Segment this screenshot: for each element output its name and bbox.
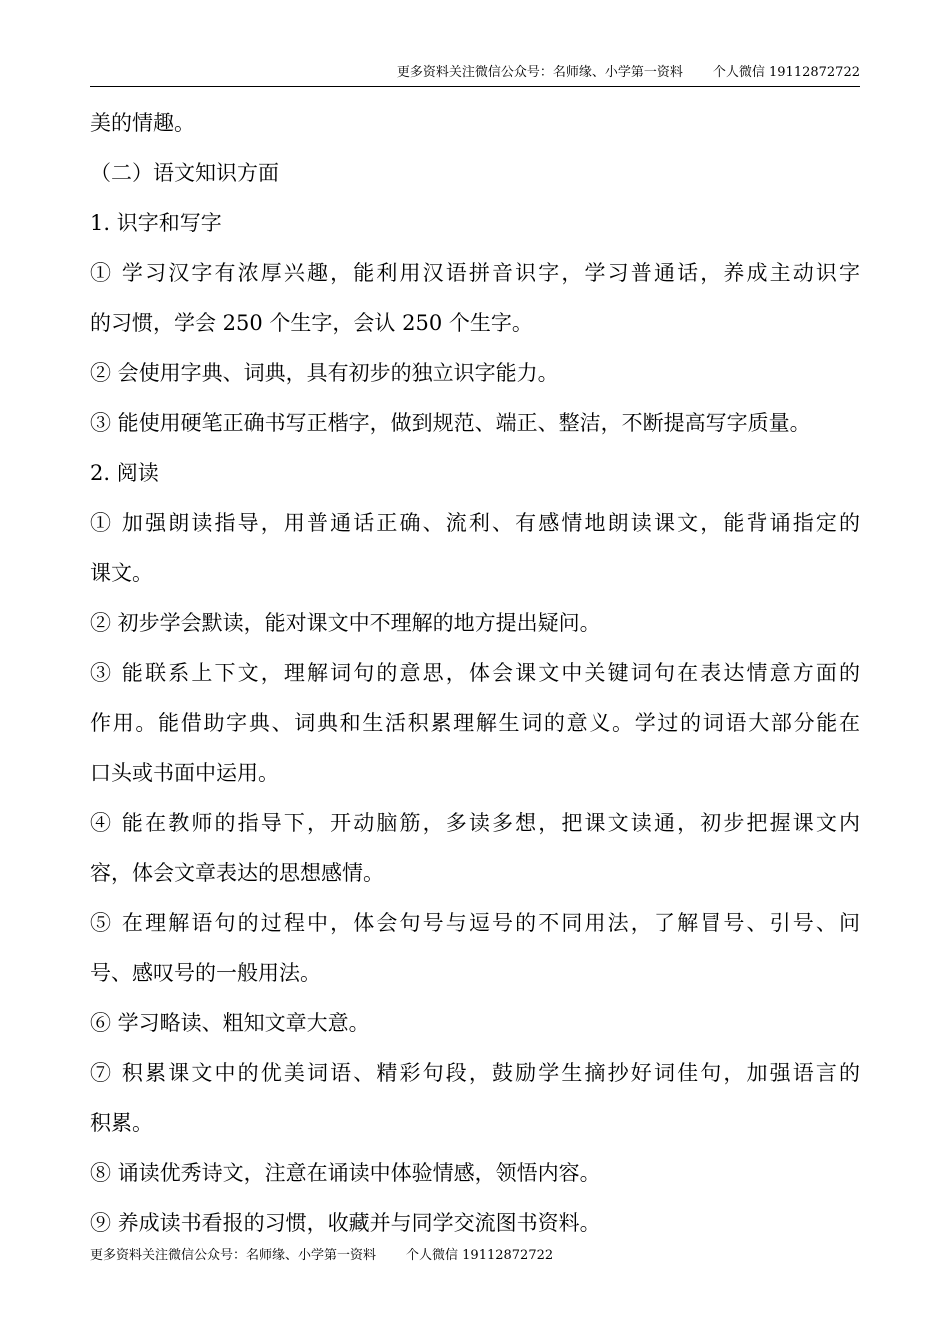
list-item-continuation: 积累。 — [90, 1111, 153, 1135]
list-item-continuation: 口头或书面中运用。 — [90, 761, 279, 785]
list-item-continuation: 的习惯，学会 250 个生字，会认 250 个生字。 — [90, 311, 533, 335]
list-item: ⑨ 养成读书看报的习惯，收藏并与同学交流图书资料。 — [90, 1211, 601, 1235]
list-item: ⑥ 学习略读、粗知文章大意。 — [90, 1011, 370, 1035]
list-item: ③ 能联系上下文，理解词句的意思，体会课文中关键词句在表达情意方面的 — [90, 661, 860, 685]
list-item: ⑤ 在理解语句的过程中，体会句号与逗号的不同用法，了解冒号、引号、问 — [90, 911, 860, 935]
paragraph-line: 美的情趣。 — [90, 111, 195, 135]
list-item: ② 初步学会默读，能对课文中不理解的地方提出疑问。 — [90, 611, 601, 635]
header-personal-wechat: 个人微信 19112872722 — [712, 65, 860, 80]
footer-personal-wechat: 个人微信 19112872722 — [406, 1248, 554, 1263]
list-item-continuation: 作用。能借助字典、词典和生活积累理解生词的意义。学过的词语大部分能在 — [90, 711, 860, 735]
document-body — [90, 98, 860, 1248]
page-header — [90, 60, 860, 87]
list-item: ④ 能在教师的指导下，开动脑筋，多读多想，把课文读通，初步把握课文内 — [90, 811, 860, 835]
list-item-continuation: 容，体会文章表达的思想感情。 — [90, 861, 384, 885]
list-item-continuation: 课文。 — [90, 561, 153, 585]
list-item: ① 学习汉字有浓厚兴趣，能利用汉语拼音识字，学习普通话，养成主动识字 — [90, 261, 860, 285]
subsection-heading: 1. 识字和写字 — [90, 211, 222, 235]
list-item-continuation: 号、感叹号的一般用法。 — [90, 961, 321, 985]
section-heading: （二）语文知识方面 — [90, 161, 279, 185]
header-wechat-account: 更多资料关注微信公众号：名师缘、小学第一资料 — [396, 65, 683, 80]
list-item: ⑦ 积累课文中的优美词语、精彩句段，鼓励学生摘抄好词佳句，加强语言的 — [90, 1061, 860, 1085]
list-item: ② 会使用字典、词典，具有初步的独立识字能力。 — [90, 361, 559, 385]
list-item: ① 加强朗读指导，用普通话正确、流利、有感情地朗读课文，能背诵指定的 — [90, 511, 860, 535]
list-item: ③ 能使用硬笔正确书写正楷字，做到规范、端正、整洁，不断提高写字质量。 — [90, 411, 811, 435]
subsection-heading: 2. 阅读 — [90, 461, 159, 485]
list-item: ⑧ 诵读优秀诗文，注意在诵读中体验情感，领悟内容。 — [90, 1161, 601, 1185]
footer-wechat-account: 更多资料关注微信公众号：名师缘、小学第一资料 — [90, 1248, 377, 1263]
page-footer — [90, 1244, 553, 1268]
